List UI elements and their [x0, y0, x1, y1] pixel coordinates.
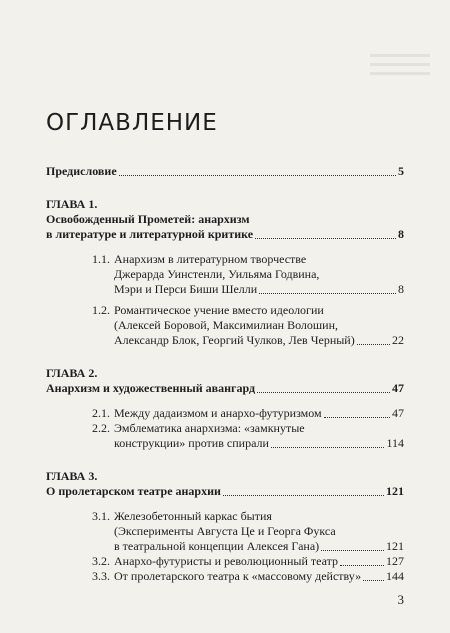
section-title: Анархизм в литературном творчестве: [114, 252, 307, 266]
section-number: 3.2.: [92, 554, 110, 568]
toc-page-number: 5: [398, 164, 404, 178]
dot-leader: [223, 495, 384, 496]
toc-section[interactable]: [46, 406, 404, 421]
toc-page-number: 114: [386, 436, 404, 450]
table-of-contents: [46, 164, 404, 584]
page-title: ОГЛАВЛЕНИЕ: [46, 110, 218, 136]
dot-leader: [363, 580, 384, 581]
section-title: Эмблематика анархизма: «замкнутые: [114, 421, 305, 435]
page-number: 3: [397, 592, 404, 607]
chapter-title: О пролетарском театре анархии: [46, 484, 221, 498]
toc-section[interactable]: [46, 252, 404, 297]
dot-leader: [257, 392, 390, 393]
dot-leader: [321, 550, 384, 551]
toc-page-number: 144: [386, 569, 404, 583]
section-title: Александр Блок, Георгий Чулков, Лев Черный): [114, 333, 355, 347]
toc-page-number: 121: [386, 539, 404, 553]
section-title: Между дадаизмом и анархо-футуризмом: [114, 406, 322, 420]
toc-page-number: 47: [392, 381, 404, 395]
chapter-title[interactable]: Освобожденный Прометей: анархизм: [46, 212, 250, 226]
section-number: 1.1.: [92, 252, 110, 266]
toc-section[interactable]: [46, 303, 404, 348]
section-title: Мэри и Перси Биши Шелли: [114, 282, 258, 296]
section-number: 3.1.: [92, 509, 110, 523]
bleed-through-text: [370, 48, 430, 78]
dot-leader: [271, 447, 385, 448]
dot-leader: [119, 175, 396, 176]
dot-leader: [259, 293, 396, 294]
section-title: Железобетонный каркас бытия: [114, 509, 272, 523]
dot-leader: [255, 238, 396, 239]
section-title: конструкции» против спирали: [114, 436, 269, 450]
toc-section[interactable]: [46, 569, 404, 584]
chapter-heading: ГЛАВА 2.: [46, 366, 98, 380]
section-title: в театральной концепции Алексея Гана): [114, 539, 320, 553]
toc-page-number: 8: [398, 227, 404, 241]
toc-entry-label: Предисловие: [46, 164, 117, 178]
chapter-heading: ГЛАВА 1.: [46, 197, 98, 211]
toc-page-number: 47: [392, 406, 404, 420]
toc-section[interactable]: [46, 554, 404, 569]
section-title: От пролетарского театра к «массовому действу»: [114, 569, 362, 583]
section-number: 2.1.: [92, 406, 110, 420]
dot-leader: [324, 417, 390, 418]
toc-page-number: 22: [392, 333, 404, 347]
section-number: 3.3.: [92, 569, 110, 583]
toc-page-number: 127: [386, 554, 404, 568]
toc-entry-preface[interactable]: [46, 164, 404, 179]
section-number: 1.2.: [92, 303, 110, 317]
section-title: Джерарда Уинстенли, Уильяма Годвина,: [114, 267, 320, 281]
dot-leader: [357, 344, 390, 345]
toc-entry-chapter-2[interactable]: [46, 381, 404, 396]
toc-page-number: 8: [398, 282, 404, 296]
section-title: (Алексей Боровой, Максимилиан Волошин,: [114, 318, 338, 332]
dot-leader: [340, 565, 384, 566]
section-title: Романтическое учение вместо идеологии: [114, 303, 324, 317]
toc-page-number: 121: [386, 484, 404, 498]
toc-section[interactable]: [46, 509, 404, 554]
section-title: (Эксперименты Августа Це и Георга Фукса: [114, 524, 336, 538]
toc-entry-chapter-3[interactable]: [46, 484, 404, 499]
toc-entry-chapter-1[interactable]: [46, 227, 404, 242]
chapter-heading: ГЛАВА 3.: [46, 469, 98, 483]
section-number: 2.2.: [92, 421, 110, 435]
toc-section[interactable]: [46, 421, 404, 451]
chapter-title: в литературе и литературной критике: [46, 227, 254, 241]
section-title: Анархо-футуристы и революционный театр: [114, 554, 338, 568]
chapter-title: Анархизм и художественный авангард: [46, 381, 256, 395]
